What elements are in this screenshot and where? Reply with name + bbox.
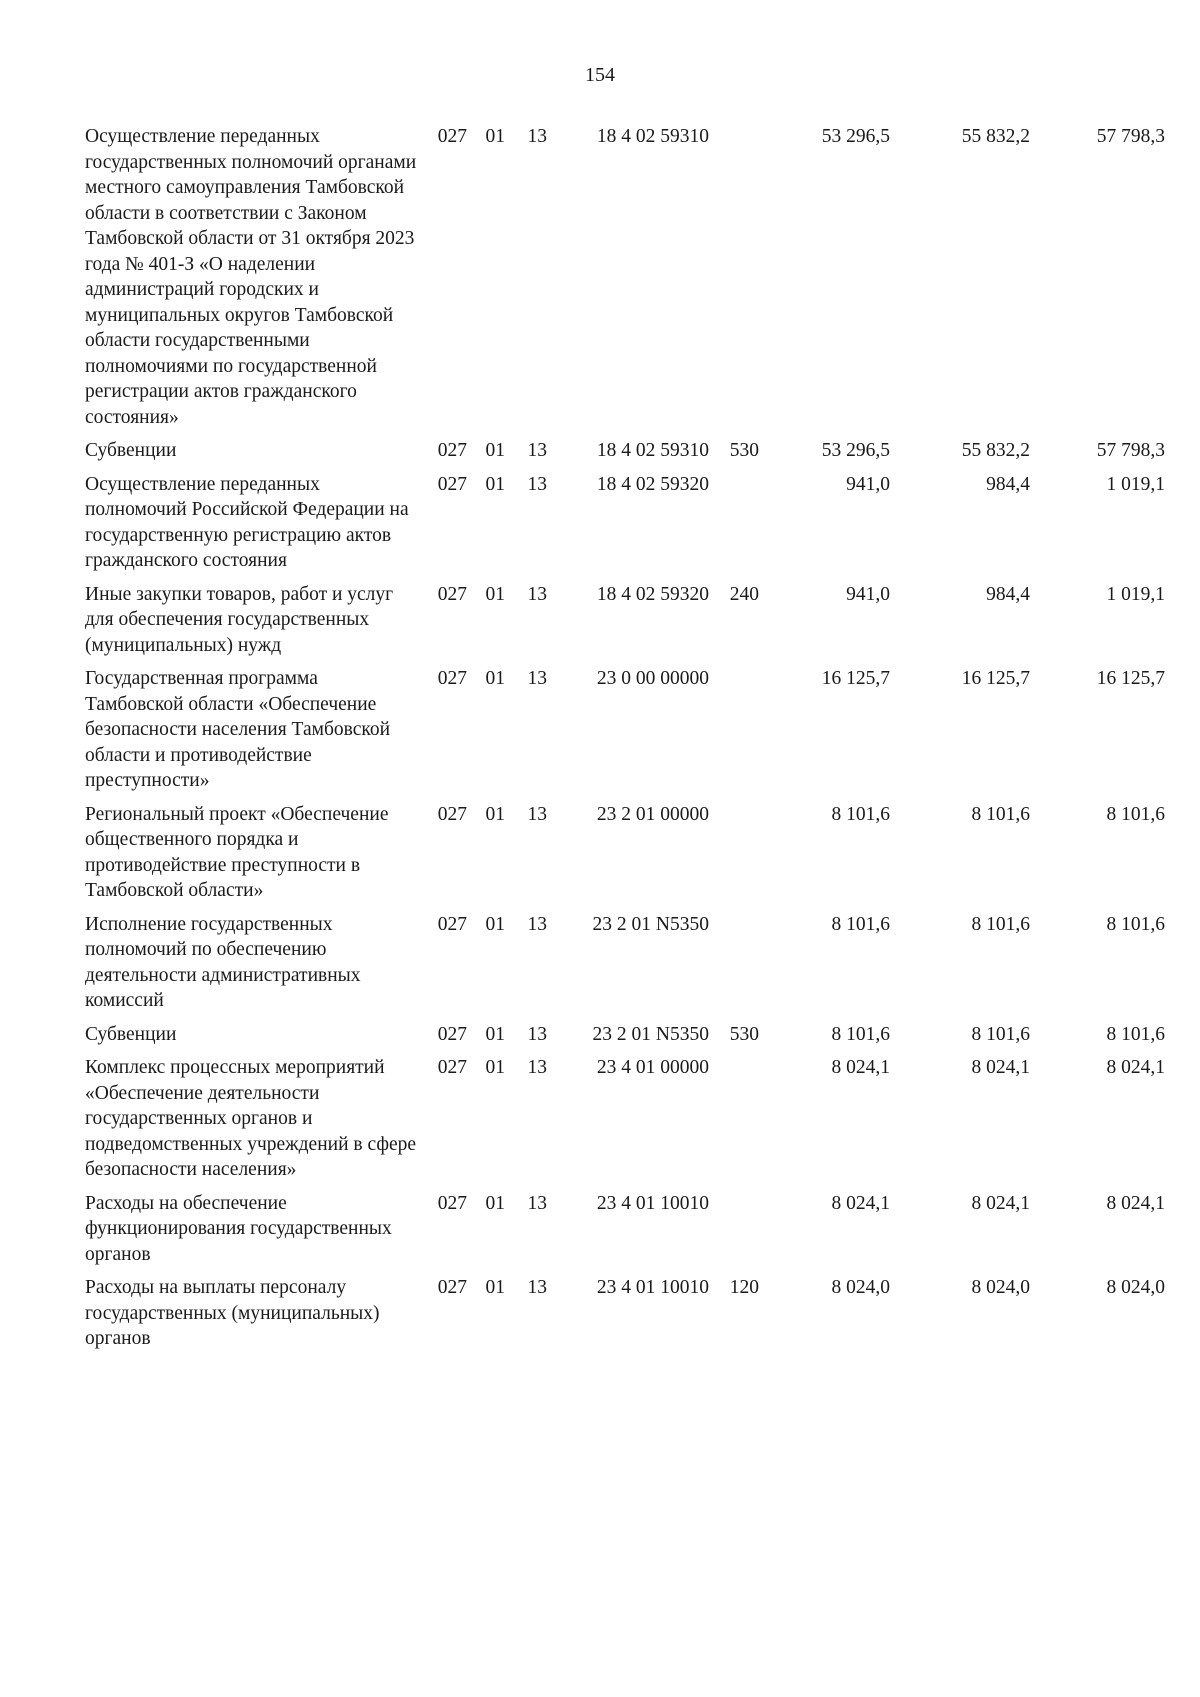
target-article-code: 18 4 02 59310 xyxy=(596,440,709,461)
subsection-code: 13 xyxy=(527,803,547,825)
section-code: 01 xyxy=(485,1023,505,1045)
table-row xyxy=(85,124,1165,438)
amount-year-2: 984,4 xyxy=(986,583,1030,605)
row-name: Региональный проект «Обеспечение общественного порядка и противодействие преступности в Тамбовской области» xyxy=(85,803,389,901)
amount-year-2: 16 125,7 xyxy=(961,668,1030,689)
subsection-code: 13 xyxy=(527,913,547,935)
table-row xyxy=(85,472,1165,582)
row-name: Субвенции xyxy=(85,440,177,461)
row-name: Исполнение государственных полномочий по обеспечению деятельности административных комиссий xyxy=(85,913,361,1011)
expense-type-code: 530 xyxy=(729,1023,759,1045)
expense-type-code xyxy=(709,666,759,802)
row-name: Осуществление переданных полномочий Российской Федерации на государственную регистрацию актов гражданского состояния xyxy=(85,473,409,571)
target-article-code: 18 4 02 59310 xyxy=(596,126,709,147)
amount-year-3: 8 024,1 xyxy=(1106,1192,1165,1214)
subsection-code: 13 xyxy=(527,440,547,461)
amount-year-3: 57 798,3 xyxy=(1096,440,1165,461)
amount-year-2: 55 832,2 xyxy=(961,126,1030,147)
amount-year-1: 8 101,6 xyxy=(831,1023,890,1045)
ministry-code: 027 xyxy=(437,1277,467,1298)
amount-year-1: 8 024,0 xyxy=(831,1277,890,1298)
section-code: 01 xyxy=(485,1057,505,1078)
table-row xyxy=(85,912,1165,1022)
row-name: Комплекс процессных мероприятий «Обеспечение деятельности государственных органов и подведомственных учреждений в сфере безопасности населения» xyxy=(85,1057,417,1180)
target-article-code: 23 2 01 N5350 xyxy=(592,1023,709,1045)
row-name: Расходы на выплаты персоналу государственных (муниципальных) органов xyxy=(85,1277,380,1349)
amount-year-3: 8 101,6 xyxy=(1106,913,1165,935)
table-row xyxy=(85,1055,1165,1191)
subsection-code: 13 xyxy=(527,1057,547,1078)
amount-year-1: 941,0 xyxy=(846,473,890,495)
ministry-code: 027 xyxy=(437,668,467,689)
row-name: Субвенции xyxy=(85,1023,177,1045)
amount-year-1: 53 296,5 xyxy=(821,440,890,461)
subsection-code: 13 xyxy=(527,668,547,689)
ministry-code: 027 xyxy=(437,1023,467,1045)
section-code: 01 xyxy=(485,668,505,689)
amount-year-2: 984,4 xyxy=(986,473,1030,495)
target-article-code: 18 4 02 59320 xyxy=(596,583,709,605)
amount-year-2: 8 101,6 xyxy=(971,913,1030,935)
section-code: 01 xyxy=(485,913,505,935)
subsection-code: 13 xyxy=(527,473,547,495)
target-article-code: 23 4 01 10010 xyxy=(596,1277,709,1298)
section-code: 01 xyxy=(485,803,505,825)
table-row xyxy=(85,438,1165,472)
table-body xyxy=(85,124,1165,1360)
row-name: Расходы на обеспечение функционирования государственных органов xyxy=(85,1192,392,1265)
amount-year-3: 57 798,3 xyxy=(1096,126,1165,147)
expense-type-code xyxy=(709,1055,759,1191)
amount-year-3: 8 101,6 xyxy=(1106,1023,1165,1045)
amount-year-3: 8 024,0 xyxy=(1106,1277,1165,1298)
ministry-code: 027 xyxy=(437,126,467,147)
row-name: Осуществление переданных государственных полномочий органами местного самоуправления Тамбовской области в соответствии с Законом Тамбовской области от 31 октября 2023 года № 401-З «О наделении администраций городских и муниципальных округов Тамбовской области государственными полномочиями по государственной регистрации актов гражданского состояния» xyxy=(85,126,417,428)
amount-year-1: 941,0 xyxy=(846,583,890,605)
expense-type-code xyxy=(709,912,759,1022)
ministry-code: 027 xyxy=(437,913,467,935)
expense-type-code xyxy=(709,472,759,582)
page-number: 154 xyxy=(585,64,615,86)
table-row xyxy=(85,1022,1165,1056)
subsection-code: 13 xyxy=(527,1023,547,1045)
amount-year-3: 1 019,1 xyxy=(1106,473,1165,495)
budget-table xyxy=(85,124,1165,1360)
target-article-code: 23 2 01 00000 xyxy=(596,803,709,825)
expense-type-code: 120 xyxy=(729,1277,759,1298)
target-article-code: 23 0 00 00000 xyxy=(596,668,709,689)
amount-year-2: 8 101,6 xyxy=(971,1023,1030,1045)
amount-year-2: 8 101,6 xyxy=(971,803,1030,825)
amount-year-1: 53 296,5 xyxy=(821,126,890,147)
expense-type-code: 240 xyxy=(729,583,759,605)
amount-year-1: 8 024,1 xyxy=(831,1057,890,1078)
ministry-code: 027 xyxy=(437,473,467,495)
subsection-code: 13 xyxy=(527,1192,547,1214)
section-code: 01 xyxy=(485,126,505,147)
amount-year-1: 8 024,1 xyxy=(831,1192,890,1214)
ministry-code: 027 xyxy=(437,440,467,461)
amount-year-3: 16 125,7 xyxy=(1096,668,1165,689)
amount-year-1: 8 101,6 xyxy=(831,913,890,935)
ministry-code: 027 xyxy=(437,803,467,825)
expense-type-code xyxy=(709,802,759,912)
section-code: 01 xyxy=(485,473,505,495)
row-name: Государственная программа Тамбовской области «Обеспечение безопасности населения Тамбовской области и противодействие преступности» xyxy=(85,668,391,791)
target-article-code: 23 4 01 10010 xyxy=(596,1192,709,1214)
expense-type-code xyxy=(709,124,759,438)
amount-year-1: 8 101,6 xyxy=(831,803,890,825)
target-article-code: 18 4 02 59320 xyxy=(596,473,709,495)
amount-year-2: 55 832,2 xyxy=(961,440,1030,461)
row-name: Иные закупки товаров, работ и услуг для обеспечения государственных (муниципальных) нужд xyxy=(85,583,394,656)
table-row xyxy=(85,666,1165,802)
amount-year-3: 1 019,1 xyxy=(1106,583,1165,605)
ministry-code: 027 xyxy=(437,1192,467,1214)
table-row xyxy=(85,1191,1165,1276)
table-row xyxy=(85,582,1165,667)
ministry-code: 027 xyxy=(437,1057,467,1078)
subsection-code: 13 xyxy=(527,583,547,605)
section-code: 01 xyxy=(485,440,505,461)
amount-year-3: 8 024,1 xyxy=(1106,1057,1165,1078)
target-article-code: 23 2 01 N5350 xyxy=(592,913,709,935)
table-row xyxy=(85,802,1165,912)
expense-type-code: 530 xyxy=(729,440,759,461)
section-code: 01 xyxy=(485,1192,505,1214)
amount-year-2: 8 024,1 xyxy=(971,1057,1030,1078)
amount-year-3: 8 101,6 xyxy=(1106,803,1165,825)
ministry-code: 027 xyxy=(437,583,467,605)
amount-year-2: 8 024,0 xyxy=(971,1277,1030,1298)
expense-type-code xyxy=(709,1191,759,1276)
target-article-code: 23 4 01 00000 xyxy=(596,1057,709,1078)
table-row xyxy=(85,1275,1165,1360)
amount-year-1: 16 125,7 xyxy=(821,668,890,689)
section-code: 01 xyxy=(485,1277,505,1298)
section-code: 01 xyxy=(485,583,505,605)
amount-year-2: 8 024,1 xyxy=(971,1192,1030,1214)
subsection-code: 13 xyxy=(527,1277,547,1298)
subsection-code: 13 xyxy=(527,126,547,147)
